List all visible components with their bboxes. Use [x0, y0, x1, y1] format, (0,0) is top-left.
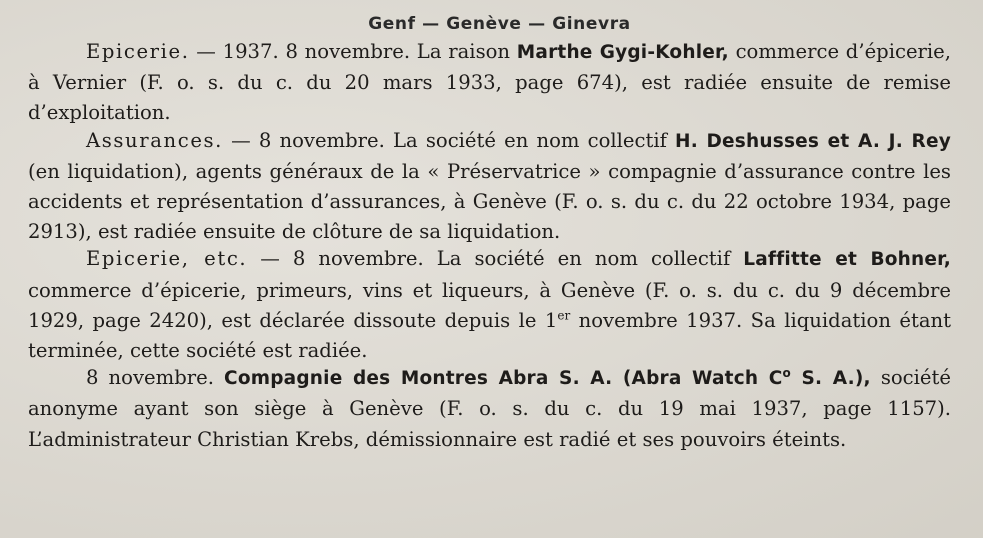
firm-name: Laffitte et Bohner,	[743, 249, 951, 271]
firm-name-main: Compagnie des Montres Abra S. A. (Abra Watch C	[224, 368, 783, 390]
entry-epicerie-gygi-kohler	[28, 37, 951, 129]
firm-name: Marthe Gygi-Kohler,	[516, 42, 729, 63]
entry-text-rest: commerce d’épicerie, primeurs, vins et liqueurs, à Genève (F. o. s. du c. du 9 décembre 1929, page 2420), est déclarée dissoute depuis le 1	[28, 278, 951, 332]
entry-epicerie-laffitte-bohner	[28, 244, 951, 366]
firm-name: H. Deshusses et A. J. Rey	[675, 130, 951, 152]
firm-name	[224, 368, 871, 389]
firm-name-superscript: o	[782, 366, 791, 381]
entry-text-rest: (en liquidation), agents généraux de la « Préservatrice » compagnie d’assurance contre les accidents et représentation d’assurances, à Genève (F. o. s. du c. du 22 octobre 1934, page 2913), est radiée ensuite de clôture de sa liquidation.	[28, 159, 951, 244]
entry-compagnie-montres-abra	[28, 363, 951, 455]
entry-text-rest: commerce d’épicerie, à Vernier (F. o. s. du c. du 20 mars 1933, page 674), est radiée ensuite de remise d’exploitation.	[28, 40, 951, 125]
ordinal-superscript: er	[557, 308, 571, 323]
entry-assurances-deshusses-rey	[28, 126, 951, 248]
entry-keyword: Assurances.	[86, 128, 223, 152]
entry-keyword: Epicerie.	[86, 40, 190, 63]
entry-text-end: novembre 1937. Sa liquidation étant terminée, cette société est radiée.	[28, 308, 951, 363]
firm-name-end: S. A.),	[790, 368, 871, 390]
entry-text-start: 8 novembre.	[86, 366, 225, 390]
entry-keyword: Epicerie, etc.	[86, 247, 248, 271]
entry-text-rest: société anonyme ayant son siège à Genève (F. o. s. du c. du 19 mai 1937, page 1157). L’administrateur Christian Krebs, démissionnaire est radié et ses pouvoirs éteints.	[28, 366, 951, 451]
section-heading: Genf — Genève — Ginevra	[368, 14, 631, 34]
entry-text-start: — 1937. 8 novembre. La raison	[189, 40, 517, 63]
entry-text-start: — 8 novembre. La société en nom collectif	[223, 128, 676, 152]
entry-text-start: — 8 novembre. La société en nom collectif	[247, 247, 744, 271]
